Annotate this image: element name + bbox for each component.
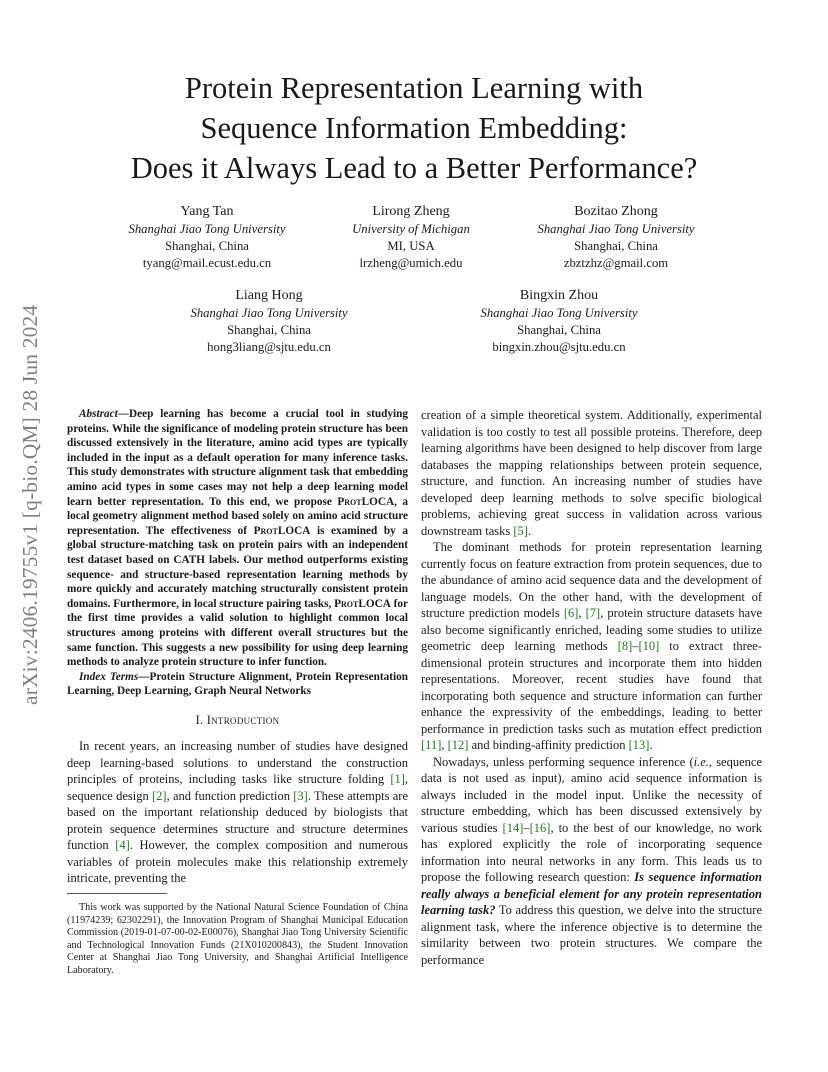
citation-link[interactable]: [12] bbox=[447, 738, 469, 752]
author-affiliation: Shanghai Jiao Tong University bbox=[190, 306, 348, 320]
index-terms-label: Index Terms bbox=[79, 670, 139, 683]
research-question: Is sequence information really always a beneficial element for any protein representation learning task? bbox=[421, 870, 763, 917]
arxiv-stamp: arXiv:2406.19755v1 [q-bio.QM] 28 Jun 2024 bbox=[18, 304, 42, 705]
citation-link[interactable]: [3] bbox=[293, 788, 308, 803]
title-line: Protein Representation Learning with bbox=[184, 71, 644, 105]
author-block bbox=[516, 202, 716, 272]
citation-link[interactable]: [11] bbox=[421, 738, 442, 752]
footnote-divider bbox=[67, 893, 167, 894]
author-name: Liang Hong bbox=[235, 288, 303, 303]
paragraph: The dominant methods for protein representation learning currently focus on feature extraction from protein sequences, due to the abundance of amino acid sequence data and the development of language models. On the other hand, with the development of structure prediction models [6], [7], protein structure datasets have also become significantly enriched, leading some studies to utilize geometric deep learning methods [8]–[10] to extract three-dimensional protein structures and incorporate them into hidden representations. Moreover, recent studies have found that incorporating both sequence and structure information can further enhance the expressivity of the embeddings, leading to better performance in prediction tasks such as mutation effect prediction [11], [12] and binding-affinity prediction [13]. bbox=[421, 540, 763, 752]
footnote-text: This work was supported by the National Natural Science Foundation of China (11974239; 62302291), the Innovation Program of Shanghai Municipal Education Commission (2019-01-07-00-02-E00076), Shanghai Jiao Tong University Scientific and Technological Innovation Funds (21X010200843), the Student Innovation Center at Shanghai Jiao Tong University, and Shanghai Artificial Intelligence Laboratory. bbox=[67, 902, 408, 976]
author-block bbox=[459, 286, 659, 356]
author-affiliation: Shanghai Jiao Tong University bbox=[480, 306, 638, 320]
method-name: ProtLOCA bbox=[253, 524, 311, 537]
author-affiliation: Shanghai Jiao Tong University bbox=[537, 222, 695, 236]
author-name: Bingxin Zhou bbox=[519, 288, 599, 303]
right-column-text bbox=[421, 407, 762, 968]
author-location: Shanghai, China bbox=[165, 239, 249, 253]
author-email: zbztzhz@gmail.com bbox=[563, 256, 669, 270]
author-location: Shanghai, China bbox=[574, 239, 658, 253]
abstract-paragraph: Abstract—Deep learning has become a crucial tool in studying proteins. While the significance of modeling protein structure has been discussed extensively in the literature, amino acid types are typically included in the input as a default operation for many inference tasks. This study demonstrates with structure alignment task that embedding amino acid types in some cases may not help a deep learning model learn better representation. To this end, we propose ProtLOCA, a local geometry alignment method based solely on amino acid structure representation. The effectiveness of ProtLOCA is examined by a global structure-matching task on protein pairs with an independent test dataset based on CATH labels. Our method outperforms existing sequence- and structure-based representation learning methods by more quickly and accurately matching structurally consistent protein domains. Furthermore, in local structure pairing tasks, ProtLOCA for the first time provides a valid solution to highlight common local structures among proteins with different overall structures but the same function. This suggests a new possibility for using deep learning methods to analyze protein structure to infer function. bbox=[67, 408, 409, 669]
author-block bbox=[107, 202, 307, 272]
author-email: lrzheng@umich.edu bbox=[359, 256, 463, 270]
citation-link[interactable]: [10] bbox=[638, 639, 660, 653]
author-email: tyang@mail.ecust.edu.cn bbox=[142, 256, 272, 270]
title-line: Does it Always Lead to a Better Performance? bbox=[130, 151, 698, 185]
title-line: Sequence Information Embedding: bbox=[200, 111, 628, 145]
introduction-text bbox=[67, 738, 408, 887]
citation-link[interactable]: [2] bbox=[152, 788, 167, 803]
author-block bbox=[169, 286, 369, 356]
citation-link[interactable]: [8] bbox=[617, 639, 633, 653]
citation-link[interactable]: [4] bbox=[115, 838, 130, 852]
paragraph: Nowadays, unless performing sequence inference (i.e., sequence data is not used as input), amino acid sequence information is always included in the model input. Unlike the necessity of structure embedding, which has been discussed extensively by various studies [14]–[16], to the best of our knowledge, no work has explored explicitly the role of incorporating sequence information into neural networks in any form. This leads us to propose the following research question: Is sequence information really always a beneficial element for any protein representation learning task? To address this question, we delve into the structure alignment task, where the inference objective is to determine the similarity between two protein structures. We compare the performance bbox=[421, 754, 763, 967]
index-terms: Index Terms—Protein Structure Alignment, Protein Representation Learning, Deep Learning, Graph Neural Networks bbox=[67, 670, 409, 698]
author-location: Shanghai, China bbox=[227, 323, 311, 337]
abstract-label: Abstract bbox=[79, 408, 118, 420]
section-heading: I. Introduction bbox=[195, 713, 280, 727]
method-name: ProtLOCA bbox=[337, 495, 395, 508]
author-block bbox=[311, 202, 511, 272]
citation-link[interactable]: [14] bbox=[502, 820, 524, 835]
citation-link[interactable]: [13] bbox=[628, 738, 650, 752]
citation-link[interactable]: [5] bbox=[513, 523, 528, 538]
paragraph: In recent years, an increasing number of studies have designed deep learning-based solutions to understand the construction principles of proteins, including tasks like structure folding [1], sequence design [2], and function prediction [3]. These attempts are based on the important relationship deduced by biologists that protein sequence determines structure and structure determines function [4]. However, the complex composition and numerous variables of protein molecules make this relationship extremely intricate, preventing the bbox=[67, 739, 409, 885]
paper-title bbox=[60, 68, 768, 188]
author-email: hong3liang@sjtu.edu.cn bbox=[207, 340, 331, 354]
citation-link[interactable]: [6] bbox=[563, 606, 579, 620]
author-name: Yang Tan bbox=[180, 204, 234, 219]
citation-link[interactable]: [16] bbox=[529, 820, 551, 835]
citation-link[interactable]: [1] bbox=[390, 772, 405, 786]
footnote bbox=[67, 902, 408, 978]
author-location: MI, USA bbox=[387, 239, 435, 253]
citation-link[interactable]: [7] bbox=[585, 606, 601, 620]
author-location: Shanghai, China bbox=[517, 323, 601, 337]
author-name: Bozitao Zhong bbox=[574, 204, 658, 219]
abstract bbox=[67, 407, 408, 699]
author-name: Lirong Zheng bbox=[372, 204, 450, 219]
author-affiliation: University of Michigan bbox=[352, 222, 470, 236]
paragraph: creation of a simple theoretical system. Additionally, experimental validation is too costly to test all possible proteins. Therefore, deep learning algorithms have been designed to help discover from large databases the mapping relationships between protein sequence, structure, and function. An increasing number of studies have developed deep learning methods to solve specific biological problems, achieving great success in validation across various downstream tasks [5]. bbox=[421, 408, 762, 538]
method-name: ProtLOCA bbox=[334, 597, 391, 610]
author-affiliation: Shanghai Jiao Tong University bbox=[128, 222, 286, 236]
author-email: bingxin.zhou@sjtu.edu.cn bbox=[492, 340, 626, 354]
